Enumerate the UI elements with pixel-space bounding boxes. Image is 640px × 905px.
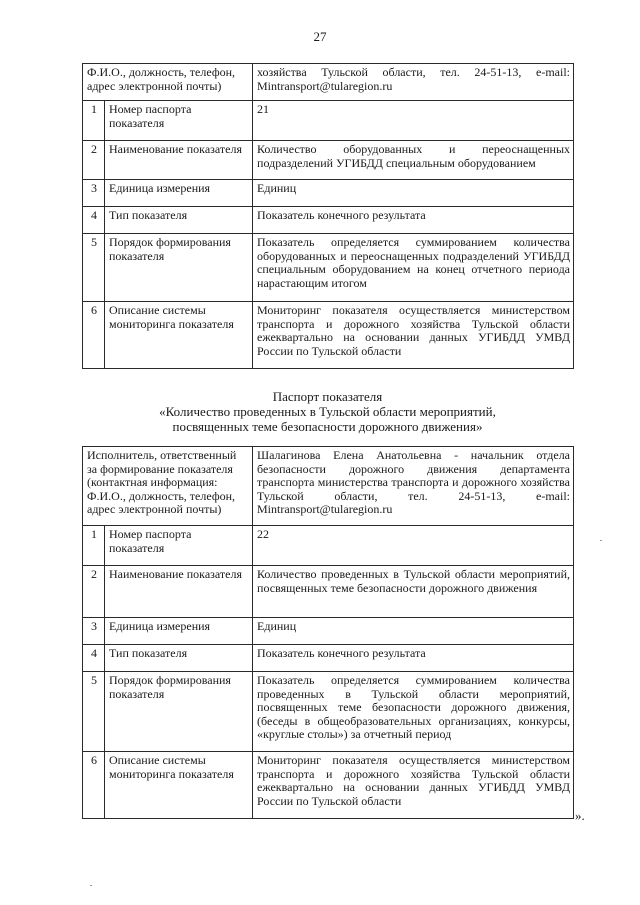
table-row	[83, 618, 574, 645]
row-number: 1	[83, 101, 105, 141]
row-number: 5	[83, 672, 105, 752]
table-row	[83, 302, 574, 369]
passport-heading	[82, 389, 573, 434]
row-label: Номер паспорта показателя	[105, 526, 253, 566]
row-number: 4	[83, 645, 105, 672]
row-number: 6	[83, 302, 105, 369]
row-value: Единиц	[253, 180, 574, 207]
table-row	[83, 566, 574, 618]
row-label: Тип показателя	[105, 645, 253, 672]
row-value: Мониторинг показателя осуществляется министерством транспорта и дорожного хозяйства Тульской области ежеквартально на основании данных УГИБДД УМВД России по Тульской области	[253, 752, 574, 819]
contact-label: Исполнитель, ответственный за формирование показателя (контактная информация: Ф.И.О., должность, телефон, адрес электронной почты)	[83, 447, 253, 526]
row-number: 1	[83, 526, 105, 566]
row-number: 2	[83, 141, 105, 180]
row-number: 2	[83, 566, 105, 618]
passport-table-22	[82, 446, 574, 819]
table-row	[83, 526, 574, 566]
row-label: Единица измерения	[105, 180, 253, 207]
row-label: Тип показателя	[105, 207, 253, 234]
row-label: Порядок формирования показателя	[105, 234, 253, 302]
table-row	[83, 234, 574, 302]
table-row	[83, 180, 574, 207]
page-number: 27	[313, 29, 327, 44]
table-row-contact	[83, 447, 574, 526]
scan-speck	[90, 885, 92, 886]
table-row	[83, 101, 574, 141]
row-number: 5	[83, 234, 105, 302]
table-row	[83, 207, 574, 234]
heading-line-2: «Количество проведенных в Тульской области мероприятий,	[159, 404, 496, 419]
contact-value: Шалагинова Елена Анатольевна - начальник отдела безопасности дорожного движения департамента транспорта министерства транспорта и дорожного хозяйства Тульской области, тел. 24-51-13, e-mail: Mintransport@tularegion.ru	[253, 447, 574, 526]
table-row	[83, 645, 574, 672]
row-label: Наименование показателя	[105, 566, 253, 618]
row-label: Описание системы мониторинга показателя	[105, 302, 253, 369]
table-row-contact	[83, 64, 574, 101]
table-row	[83, 752, 574, 819]
row-label: Наименование показателя	[105, 141, 253, 180]
passport-table-21	[82, 63, 574, 369]
row-value: Показатель определяется суммированием количества проведенных в Тульской области мероприятий, посвященных теме безопасности дорожного движения, (беседы в общеобразовательных организациях, конкурсы, «круглые столы») за отчетный период	[253, 672, 574, 752]
row-value: Показатель определяется суммированием количества оборудованных и переоснащенных подразделений УГИБДД специальным оборудованием на конец отчетного периода нарастающим итогом	[253, 234, 574, 302]
row-number: 3	[83, 180, 105, 207]
row-value: Единиц	[253, 618, 574, 645]
contact-value: хозяйства Тульской области, тел. 24-51-13, e-mail: Mintransport@tularegion.ru	[253, 64, 574, 101]
row-value: Показатель конечного результата	[253, 207, 574, 234]
scan-speck	[600, 540, 602, 541]
row-value: Показатель конечного результата	[253, 645, 574, 672]
row-number: 4	[83, 207, 105, 234]
table-row	[83, 141, 574, 180]
row-value: Мониторинг показателя осуществляется министерством транспорта и дорожного хозяйства Тульской области ежеквартально на основании данных УГИБДД УМВД России по Тульской области	[253, 302, 574, 369]
row-value: 21	[253, 101, 574, 141]
row-value: Количество оборудованных и переоснащенных подразделений УГИБДД специальным оборудованием	[253, 141, 574, 180]
contact-label: Ф.И.О., должность, телефон, адрес электронной почты)	[83, 64, 253, 101]
heading-line-3: посвященных теме безопасности дорожного движения»	[172, 419, 483, 434]
row-value: 22	[253, 526, 574, 566]
heading-title: Паспорт показателя	[272, 389, 383, 404]
row-number: 6	[83, 752, 105, 819]
closing-quote: ».	[575, 808, 585, 823]
row-label: Порядок формирования показателя	[105, 672, 253, 752]
row-number: 3	[83, 618, 105, 645]
row-label: Единица измерения	[105, 618, 253, 645]
table-row	[83, 672, 574, 752]
row-label: Номер паспорта показателя	[105, 101, 253, 141]
row-label: Описание системы мониторинга показателя	[105, 752, 253, 819]
row-value: Количество проведенных в Тульской области мероприятий, посвященных теме безопасности дорожного движения	[253, 566, 574, 618]
